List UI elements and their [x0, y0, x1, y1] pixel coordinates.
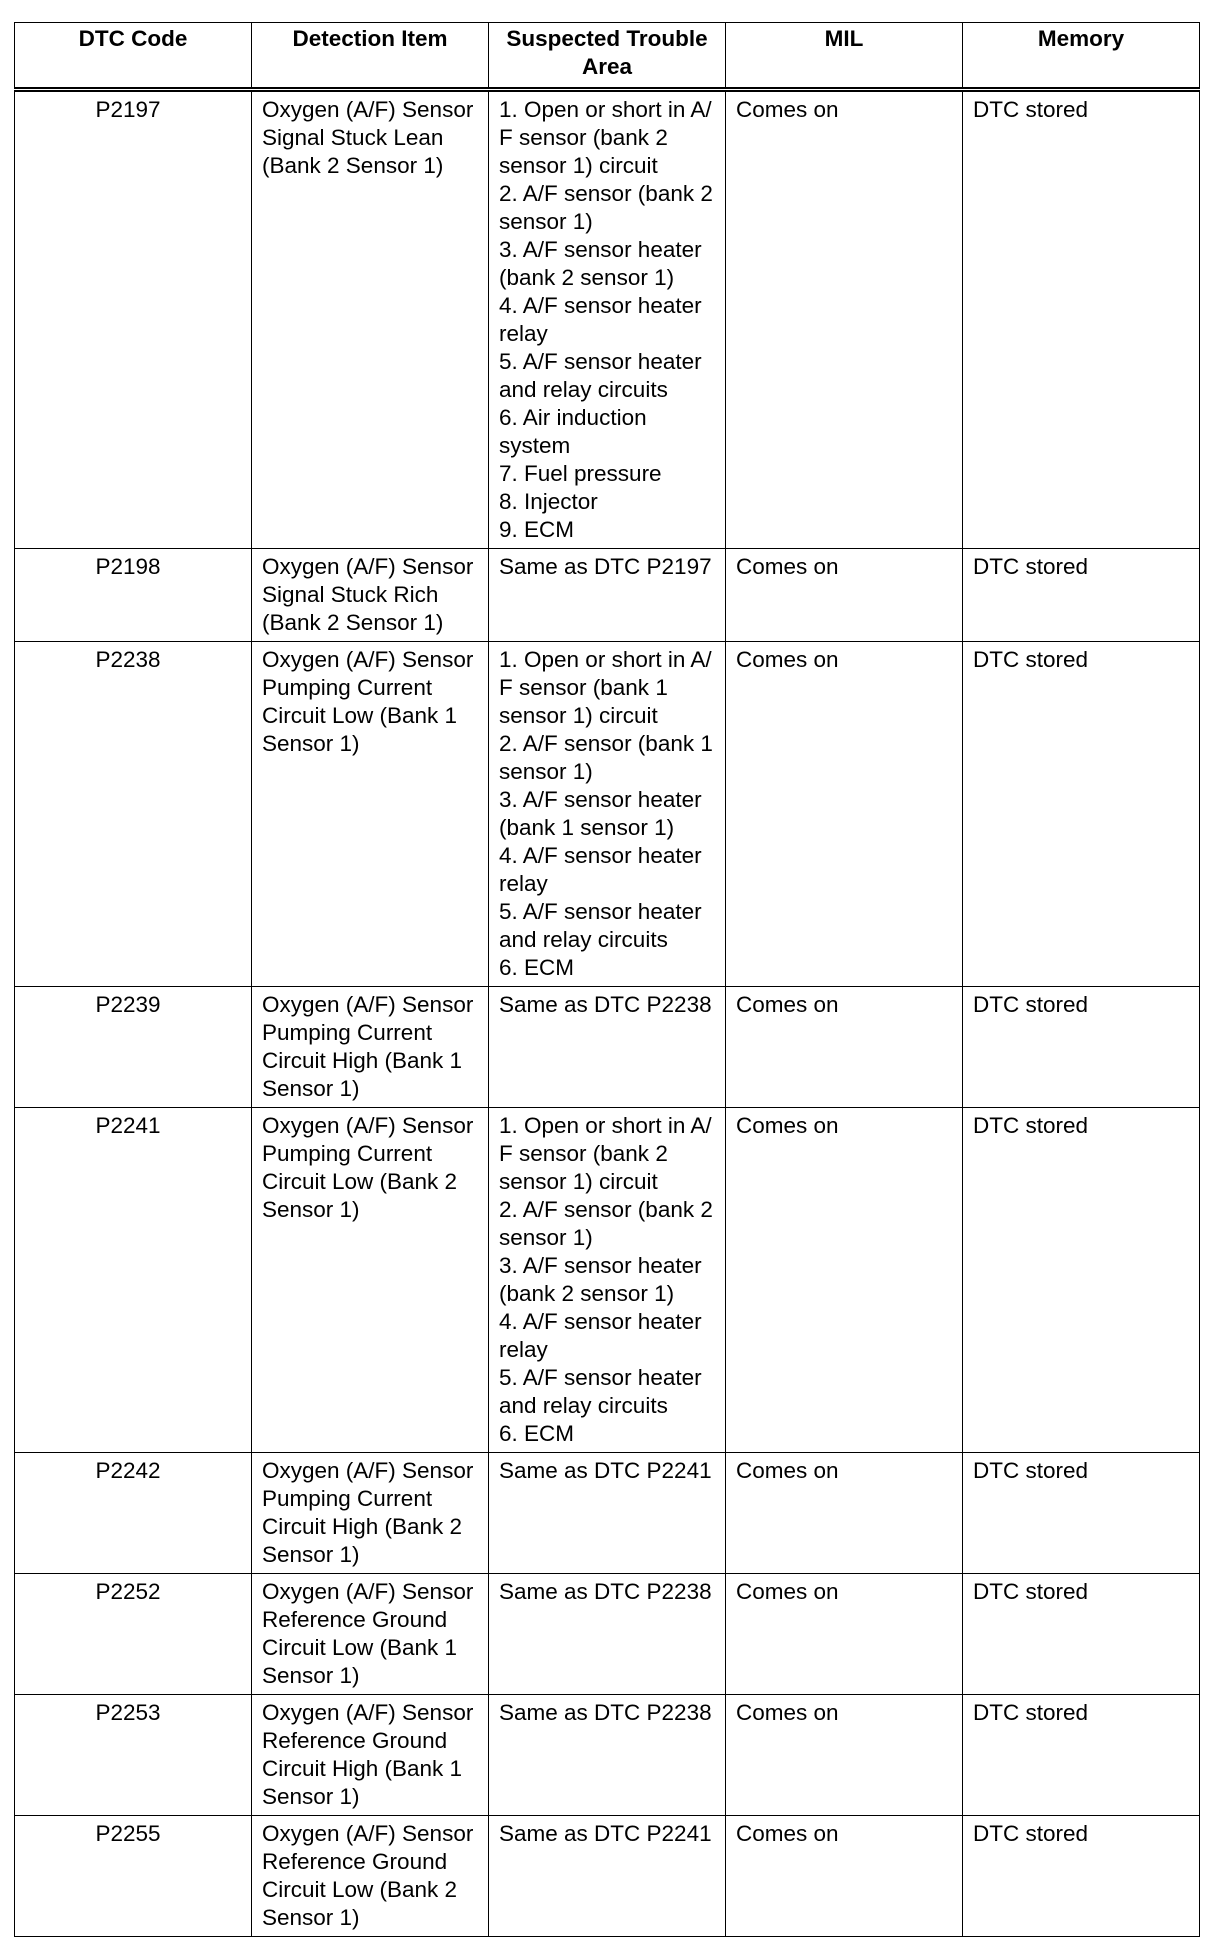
header-memory: Memory: [963, 23, 1200, 90]
cell-line: sensor 1) circuit: [499, 153, 658, 178]
dtc-code-cell: P2241: [15, 1108, 252, 1453]
cell-line: sensor 1): [499, 759, 593, 784]
cell-line: Circuit Low (Bank 1: [262, 703, 458, 728]
cell-line: Pumping Current: [262, 675, 433, 700]
cell-line: Pumping Current: [262, 1020, 433, 1045]
mil-cell: Comes on: [726, 90, 963, 549]
cell-line: (Bank 2 Sensor 1): [262, 610, 444, 635]
cell-line: Oxygen (A/F) Sensor: [262, 97, 474, 122]
cell-line: and relay circuits: [499, 927, 668, 952]
cell-line: 3. A/F sensor heater: [499, 1253, 702, 1278]
cell-line: 6. Air induction: [499, 405, 647, 430]
dtc-code-cell: P2239: [15, 987, 252, 1108]
cell-line: Sensor 1): [262, 1905, 360, 1930]
table-row: [15, 642, 1200, 987]
memory-cell: DTC stored: [963, 987, 1200, 1108]
cell-line: Same as DTC P2238: [499, 1579, 712, 1604]
cell-line: sensor 1) circuit: [499, 1169, 658, 1194]
cell-line: Sensor 1): [262, 1784, 360, 1809]
cell-line: 1. Open or short in A/: [499, 647, 712, 672]
cell-line: 7. Fuel pressure: [499, 461, 662, 486]
cell-line: 6. ECM: [499, 1421, 575, 1446]
suspected-trouble-area-cell: [489, 1453, 726, 1574]
suspected-trouble-area-cell: [489, 642, 726, 987]
cell-line: 6. ECM: [499, 955, 575, 980]
detection-item-cell: [252, 1108, 489, 1453]
detection-item-cell: [252, 1453, 489, 1574]
mil-cell: Comes on: [726, 987, 963, 1108]
header-dtc-code: DTC Code: [15, 23, 252, 90]
cell-line: 4. A/F sensor heater: [499, 843, 702, 868]
dtc-code-cell: P2238: [15, 642, 252, 987]
detection-item-cell: [252, 549, 489, 642]
detection-item-cell: [252, 987, 489, 1108]
dtc-code-cell: P2198: [15, 549, 252, 642]
table-row: [15, 1816, 1200, 1937]
cell-line: Oxygen (A/F) Sensor: [262, 1579, 474, 1604]
cell-line: Circuit High (Bank 2: [262, 1514, 463, 1539]
detection-item-cell: [252, 642, 489, 987]
cell-line: sensor 1): [499, 209, 593, 234]
memory-cell: DTC stored: [963, 549, 1200, 642]
cell-line: 5. A/F sensor heater: [499, 349, 702, 374]
cell-line: sensor 1): [499, 1225, 593, 1250]
cell-line: Oxygen (A/F) Sensor: [262, 1113, 474, 1138]
cell-line: Oxygen (A/F) Sensor: [262, 992, 474, 1017]
table-row: [15, 1695, 1200, 1816]
cell-line: Oxygen (A/F) Sensor: [262, 1700, 474, 1725]
table-row: [15, 1453, 1200, 1574]
cell-line: Same as DTC P2238: [499, 992, 712, 1017]
cell-line: and relay circuits: [499, 1393, 668, 1418]
cell-line: Same as DTC P2238: [499, 1700, 712, 1725]
cell-line: (Bank 2 Sensor 1): [262, 153, 444, 178]
detection-item-cell: [252, 1574, 489, 1695]
cell-line: Signal Stuck Lean: [262, 125, 444, 150]
cell-line: relay: [499, 321, 548, 346]
cell-line: 4. A/F sensor heater: [499, 293, 702, 318]
cell-line: system: [499, 433, 571, 458]
header-line: Area: [581, 54, 633, 79]
cell-line: 3. A/F sensor heater: [499, 787, 702, 812]
cell-line: 2. A/F sensor (bank 1: [499, 731, 713, 756]
cell-line: sensor 1) circuit: [499, 703, 658, 728]
cell-line: Reference Ground: [262, 1607, 448, 1632]
memory-cell: DTC stored: [963, 1108, 1200, 1453]
table-row: [15, 987, 1200, 1108]
cell-line: 3. A/F sensor heater: [499, 237, 702, 262]
cell-line: Oxygen (A/F) Sensor: [262, 1821, 474, 1846]
dtc-code-cell: P2255: [15, 1816, 252, 1937]
cell-line: Sensor 1): [262, 1542, 360, 1567]
table-row: [15, 1574, 1200, 1695]
cell-line: 4. A/F sensor heater: [499, 1309, 702, 1334]
mil-cell: Comes on: [726, 1816, 963, 1937]
cell-line: F sensor (bank 1: [499, 675, 668, 700]
cell-line: Signal Stuck Rich: [262, 582, 439, 607]
cell-line: Sensor 1): [262, 731, 360, 756]
cell-line: F sensor (bank 2: [499, 125, 668, 150]
table-header: [15, 23, 1200, 90]
table-row: [15, 549, 1200, 642]
cell-line: Circuit Low (Bank 2: [262, 1169, 458, 1194]
suspected-trouble-area-cell: [489, 549, 726, 642]
header-detection-item: Detection Item: [252, 23, 489, 90]
cell-line: (bank 2 sensor 1): [499, 1281, 675, 1306]
cell-line: Oxygen (A/F) Sensor: [262, 647, 474, 672]
cell-line: 2. A/F sensor (bank 2: [499, 1197, 713, 1222]
cell-line: relay: [499, 1337, 548, 1362]
cell-line: Reference Ground: [262, 1728, 448, 1753]
header-line: Suspected Trouble: [506, 26, 708, 51]
detection-item-cell: [252, 90, 489, 549]
cell-line: 5. A/F sensor heater: [499, 1365, 702, 1390]
cell-line: Pumping Current: [262, 1141, 433, 1166]
dtc-code-cell: P2197: [15, 90, 252, 549]
header-row: [15, 23, 1200, 90]
cell-line: Circuit Low (Bank 2: [262, 1877, 458, 1902]
suspected-trouble-area-cell: [489, 1108, 726, 1453]
table-body: [15, 90, 1200, 1937]
memory-cell: DTC stored: [963, 1453, 1200, 1574]
cell-line: F sensor (bank 2: [499, 1141, 668, 1166]
detection-item-cell: [252, 1695, 489, 1816]
cell-line: Sensor 1): [262, 1663, 360, 1688]
memory-cell: DTC stored: [963, 1816, 1200, 1937]
cell-line: 5. A/F sensor heater: [499, 899, 702, 924]
cell-line: Same as DTC P2197: [499, 554, 712, 579]
cell-line: Oxygen (A/F) Sensor: [262, 554, 474, 579]
dtc-code-cell: P2253: [15, 1695, 252, 1816]
cell-line: 9. ECM: [499, 517, 575, 542]
memory-cell: DTC stored: [963, 642, 1200, 987]
memory-cell: DTC stored: [963, 90, 1200, 549]
dtc-code-cell: P2242: [15, 1453, 252, 1574]
cell-line: (bank 2 sensor 1): [499, 265, 675, 290]
detection-item-cell: [252, 1816, 489, 1937]
cell-line: Circuit High (Bank 1: [262, 1756, 463, 1781]
header-mil: MIL: [726, 23, 963, 90]
mil-cell: Comes on: [726, 1108, 963, 1453]
cell-line: Same as DTC P2241: [499, 1458, 712, 1483]
cell-line: and relay circuits: [499, 377, 668, 402]
cell-line: Oxygen (A/F) Sensor: [262, 1458, 474, 1483]
suspected-trouble-area-cell: [489, 1816, 726, 1937]
cell-line: Sensor 1): [262, 1076, 360, 1101]
header-suspected-trouble-area: [489, 23, 726, 90]
cell-line: 1. Open or short in A/: [499, 97, 712, 122]
dtc-table: [14, 22, 1200, 1937]
cell-line: Sensor 1): [262, 1197, 360, 1222]
mil-cell: Comes on: [726, 642, 963, 987]
dtc-code-cell: P2252: [15, 1574, 252, 1695]
cell-line: Circuit High (Bank 1: [262, 1048, 463, 1073]
cell-line: Same as DTC P2241: [499, 1821, 712, 1846]
cell-line: 1. Open or short in A/: [499, 1113, 712, 1138]
suspected-trouble-area-cell: [489, 987, 726, 1108]
suspected-trouble-area-cell: [489, 1695, 726, 1816]
cell-line: (bank 1 sensor 1): [499, 815, 675, 840]
cell-line: relay: [499, 871, 548, 896]
cell-line: Circuit Low (Bank 1: [262, 1635, 458, 1660]
suspected-trouble-area-cell: [489, 90, 726, 549]
cell-line: Reference Ground: [262, 1849, 448, 1874]
cell-line: 2. A/F sensor (bank 2: [499, 181, 713, 206]
table-row: [15, 1108, 1200, 1453]
memory-cell: DTC stored: [963, 1695, 1200, 1816]
mil-cell: Comes on: [726, 549, 963, 642]
cell-line: Pumping Current: [262, 1486, 433, 1511]
memory-cell: DTC stored: [963, 1574, 1200, 1695]
mil-cell: Comes on: [726, 1453, 963, 1574]
cell-line: 8. Injector: [499, 489, 598, 514]
table-row: [15, 90, 1200, 549]
mil-cell: Comes on: [726, 1695, 963, 1816]
mil-cell: Comes on: [726, 1574, 963, 1695]
suspected-trouble-area-cell: [489, 1574, 726, 1695]
